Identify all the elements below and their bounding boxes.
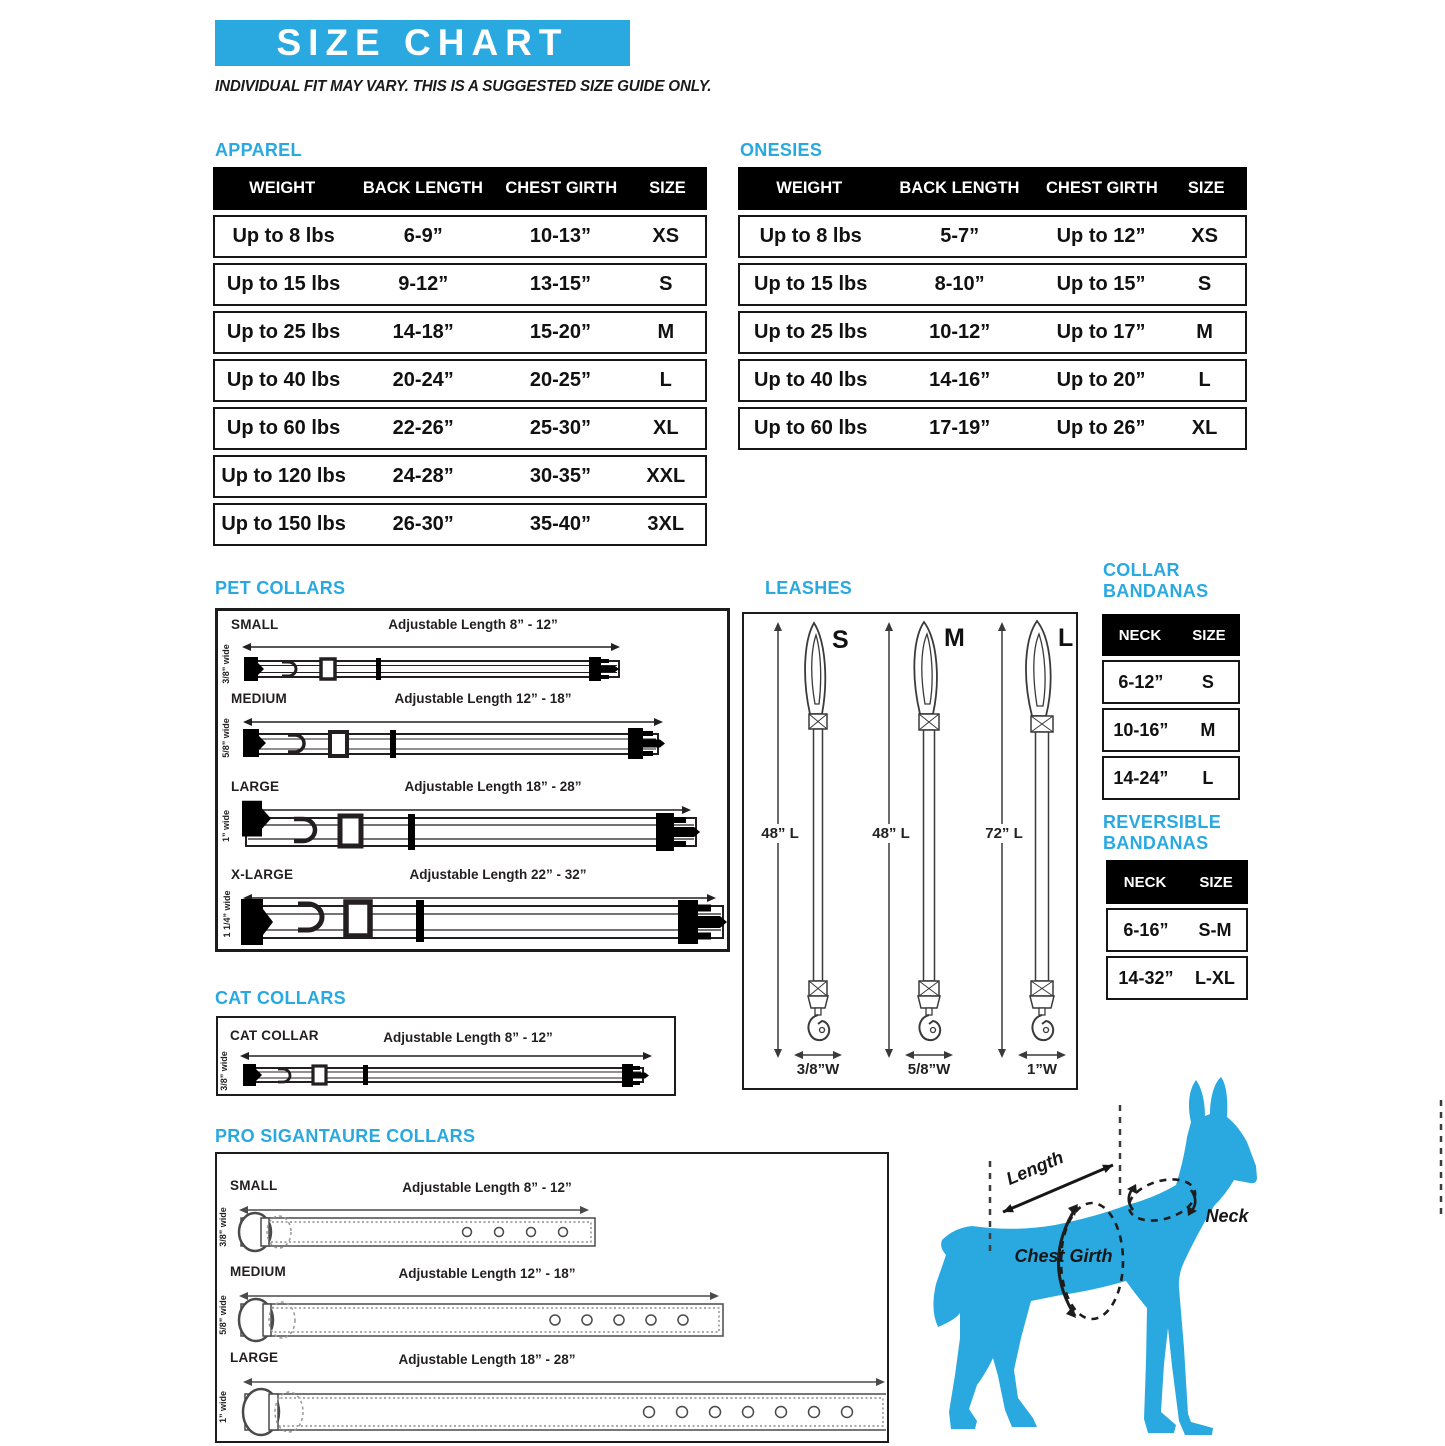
cell: S bbox=[659, 273, 673, 295]
column-header: NECK bbox=[1118, 626, 1162, 644]
collar-length-label: Adjustable Length 12” - 18” bbox=[394, 691, 572, 706]
cell: 20-25” bbox=[529, 369, 591, 391]
cat-collars-heading: CAT COLLARS bbox=[215, 988, 346, 1008]
column-header: BACK LENGTH bbox=[899, 179, 1020, 197]
cell: Up to 120 lbs bbox=[221, 465, 346, 487]
cell: 10-16” bbox=[1113, 719, 1169, 740]
leash-length-label: 48” L bbox=[863, 824, 919, 843]
slider-icon bbox=[346, 902, 370, 936]
collar-size-label: LARGE bbox=[230, 1350, 279, 1365]
onesies-table bbox=[738, 167, 1247, 450]
apparel-table bbox=[213, 167, 707, 546]
table-row bbox=[213, 407, 707, 450]
cell: XL bbox=[652, 417, 679, 439]
table-row bbox=[738, 263, 1247, 306]
triglide-bar-icon bbox=[363, 1065, 368, 1085]
table-row bbox=[213, 311, 707, 354]
cell: 24-28” bbox=[392, 465, 454, 487]
triglide-bar-icon bbox=[408, 814, 415, 850]
column-header: SIZE bbox=[1187, 179, 1225, 197]
pet-collars-heading: PET COLLARS bbox=[215, 578, 346, 598]
length-label: Length bbox=[1003, 1147, 1067, 1189]
cell: 14-18” bbox=[392, 321, 454, 343]
triglide-bar-icon bbox=[376, 658, 381, 680]
page-title: SIZE CHART bbox=[276, 22, 569, 63]
table-row bbox=[213, 263, 707, 306]
cell: 14-16” bbox=[929, 369, 991, 391]
collar-size-label: CAT COLLAR bbox=[230, 1028, 319, 1043]
cell: 13-15” bbox=[529, 273, 591, 295]
cell: 22-26” bbox=[392, 417, 454, 439]
cell: M bbox=[657, 321, 675, 343]
collar-size-label: MEDIUM bbox=[230, 1264, 286, 1279]
snap-hook-icon bbox=[919, 1015, 940, 1040]
leash-width-label: 5/8”W bbox=[907, 1061, 951, 1078]
leash-clasp bbox=[918, 996, 940, 1008]
cell: M bbox=[1196, 321, 1213, 343]
table-row bbox=[1102, 756, 1240, 800]
cell: Up to 20” bbox=[1056, 369, 1146, 391]
leashes-diagram-box bbox=[742, 612, 1078, 1090]
buckle-male-icon bbox=[628, 728, 665, 759]
collar-width-label: 1” wide bbox=[218, 1391, 228, 1424]
cell: 35-40” bbox=[529, 513, 591, 535]
collar-length-label: Adjustable Length 8” - 12” bbox=[402, 1180, 572, 1195]
pet-collars-diagram-box bbox=[215, 608, 730, 952]
cell: 20-24” bbox=[392, 369, 454, 391]
snap-hook-icon bbox=[1032, 1015, 1053, 1040]
cell: Up to 26” bbox=[1056, 417, 1146, 439]
collar-bandanas-heading: COLLAR BANDANAS bbox=[1103, 560, 1209, 601]
cell: 17-19” bbox=[929, 417, 991, 439]
table-row bbox=[213, 359, 707, 402]
collar-size-label: SMALL bbox=[231, 617, 279, 632]
title-banner bbox=[215, 20, 630, 66]
cell: Up to 15 lbs bbox=[226, 273, 341, 295]
cell: Up to 40 lbs bbox=[754, 369, 868, 391]
snap-hook-icon bbox=[808, 1015, 829, 1040]
reversible-bandanas-heading: REVERSIBLE BANDANAS bbox=[1103, 812, 1222, 853]
table-row bbox=[1102, 660, 1240, 704]
cell: 5-7” bbox=[940, 225, 980, 247]
table-row bbox=[213, 455, 707, 498]
dog-measurement-diagram bbox=[925, 1076, 1445, 1446]
pro-collars-diagram bbox=[217, 1154, 886, 1440]
table-row bbox=[1106, 956, 1248, 1000]
reversible-bandanas-header bbox=[1106, 860, 1248, 904]
cell: Up to 8 lbs bbox=[232, 225, 335, 247]
collar-width-label: 3/8” wide bbox=[219, 1051, 229, 1091]
cell: 9-12” bbox=[398, 273, 449, 295]
cell: L bbox=[1198, 369, 1211, 391]
column-header: SIZE bbox=[649, 179, 686, 197]
chest-girth-label: Chest Girth bbox=[1014, 1246, 1113, 1266]
leash-width-label: 3/8”W bbox=[796, 1061, 840, 1078]
cell: 14-24” bbox=[1113, 767, 1169, 788]
cat-collars-diagram-box bbox=[216, 1016, 676, 1096]
onesies-heading: ONESIES bbox=[740, 140, 823, 160]
cell: 30-35” bbox=[529, 465, 591, 487]
column-header: BACK LENGTH bbox=[362, 179, 483, 197]
collar-width-label: 3/8” wide bbox=[218, 1207, 228, 1247]
leashes-diagram bbox=[744, 614, 1075, 1087]
cell: XXL bbox=[646, 465, 686, 487]
cell: S bbox=[1201, 671, 1214, 692]
column-header: WEIGHT bbox=[776, 179, 843, 197]
column-header: CHEST GIRTH bbox=[505, 179, 618, 197]
slider-icon bbox=[321, 659, 335, 679]
table-row bbox=[738, 311, 1247, 354]
triglide-bar-icon bbox=[416, 900, 424, 942]
leash-clasp bbox=[808, 996, 828, 1008]
cell: Up to 15 lbs bbox=[754, 273, 868, 295]
cell: 25-30” bbox=[529, 417, 591, 439]
leashes-heading: LEASHES bbox=[765, 578, 853, 598]
leash-clasp bbox=[1030, 996, 1054, 1008]
collar-length-label: Adjustable Length 12” - 18” bbox=[398, 1266, 576, 1281]
apparel-table-header bbox=[213, 167, 707, 210]
table-row bbox=[213, 215, 707, 258]
cell: XS bbox=[1191, 225, 1218, 247]
cell: Up to 8 lbs bbox=[759, 225, 862, 247]
cell: L-XL bbox=[1194, 967, 1235, 988]
collar-length-label: Adjustable Length 8” - 12” bbox=[383, 1030, 553, 1045]
cell: S-M bbox=[1198, 919, 1232, 940]
cell: 6-12” bbox=[1118, 671, 1164, 692]
table-row bbox=[1106, 908, 1248, 952]
page-subtitle: INDIVIDUAL FIT MAY VARY. THIS IS A SUGGESTED SIZE GUIDE ONLY. bbox=[215, 78, 712, 95]
leash-length-label: 48” L bbox=[752, 824, 808, 843]
cell: 10-12” bbox=[929, 321, 991, 343]
collar-length-label: Adjustable Length 18” - 28” bbox=[398, 1352, 576, 1367]
table-row bbox=[738, 407, 1247, 450]
onesies-table-header bbox=[738, 167, 1247, 210]
cell: Up to 60 lbs bbox=[226, 417, 341, 439]
collar-size-label: LARGE bbox=[231, 779, 280, 794]
cell: Up to 40 lbs bbox=[226, 369, 341, 391]
collar-bandanas-header bbox=[1102, 614, 1240, 656]
table-row bbox=[738, 359, 1247, 402]
collar-size-label: X-LARGE bbox=[231, 867, 294, 882]
cell: Up to 150 lbs bbox=[221, 513, 346, 535]
collar-size-label: SMALL bbox=[230, 1178, 278, 1193]
slider-icon bbox=[340, 816, 361, 846]
cell: Up to 60 lbs bbox=[754, 417, 868, 439]
cell: L bbox=[659, 369, 672, 391]
reversible-bandanas-table bbox=[1106, 860, 1248, 1000]
table-row bbox=[738, 215, 1247, 258]
column-header: SIZE bbox=[1199, 873, 1233, 891]
cell: 10-13” bbox=[529, 225, 591, 247]
cell: M bbox=[1200, 719, 1216, 740]
cell: 8-10” bbox=[934, 273, 985, 295]
apparel-heading: APPAREL bbox=[215, 140, 302, 160]
table-row bbox=[213, 503, 707, 546]
leash-size-label: L bbox=[1058, 624, 1074, 652]
buckle-male-icon bbox=[622, 1064, 649, 1087]
triglide-bar-icon bbox=[390, 730, 396, 758]
cell: 14-32” bbox=[1118, 967, 1174, 988]
cell: 26-30” bbox=[392, 513, 454, 535]
cell: Up to 17” bbox=[1056, 321, 1146, 343]
slider-icon bbox=[330, 732, 347, 756]
column-header: CHEST GIRTH bbox=[1046, 179, 1158, 197]
cell: Up to 25 lbs bbox=[754, 321, 868, 343]
cell: 6-16” bbox=[1123, 919, 1169, 940]
cell: 3XL bbox=[647, 513, 685, 535]
cell: Up to 15” bbox=[1056, 273, 1146, 295]
leash-width-label: 1”W bbox=[1027, 1061, 1057, 1078]
collar-width-label: 3/8” wide bbox=[221, 644, 231, 684]
collar-width-label: 1” wide bbox=[221, 810, 231, 843]
cell: S bbox=[1197, 273, 1212, 295]
cell: XS bbox=[652, 225, 680, 247]
leash-length-label: 72” L bbox=[976, 824, 1032, 843]
collar-length-label: Adjustable Length 8” - 12” bbox=[388, 617, 558, 632]
collar-width-label: 5/8” wide bbox=[221, 718, 231, 758]
collar-width-label: 5/8” wide bbox=[218, 1295, 228, 1335]
cell: 15-20” bbox=[529, 321, 591, 343]
neck-label: Neck bbox=[1205, 1206, 1249, 1226]
column-header: SIZE bbox=[1192, 626, 1226, 644]
collar-size-label: MEDIUM bbox=[231, 691, 287, 706]
leash-size-label: M bbox=[944, 624, 965, 652]
collar-width-label: 1 1/4” wide bbox=[222, 890, 232, 938]
column-header: WEIGHT bbox=[249, 179, 316, 197]
collar-length-label: Adjustable Length 22” - 32” bbox=[409, 867, 587, 882]
collar-length-label: Adjustable Length 18” - 28” bbox=[404, 779, 582, 794]
cell: Up to 25 lbs bbox=[226, 321, 341, 343]
collar-bandanas-table bbox=[1102, 614, 1240, 800]
cell: XL bbox=[1191, 417, 1218, 439]
pro-collars-diagram-box bbox=[215, 1152, 889, 1443]
cell: 6-9” bbox=[403, 225, 443, 247]
slider-icon bbox=[313, 1066, 326, 1084]
cell: Up to 12” bbox=[1056, 225, 1146, 247]
leash-size-label: S bbox=[832, 626, 849, 654]
table-row bbox=[1102, 708, 1240, 752]
cell: L bbox=[1202, 767, 1214, 788]
column-header: NECK bbox=[1123, 873, 1167, 891]
pro-collars-heading: PRO SIGANTAURE COLLARS bbox=[215, 1126, 476, 1146]
